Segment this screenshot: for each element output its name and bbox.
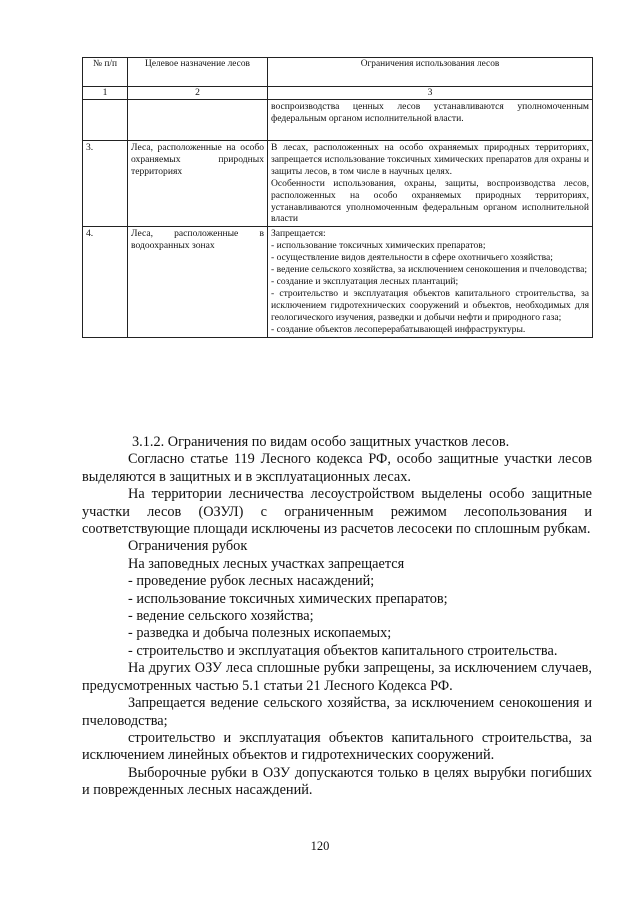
list-item: - строительство и эксплуатация объектов капитального строительства. <box>128 642 558 659</box>
list-item: - проведение рубок лесных насаждений; <box>128 573 375 590</box>
paragraph: Выборочные рубки в ОЗУ допускаются только в целях вырубки погибших и поврежденных лесных насаждений. <box>82 764 592 799</box>
list-item: - использование токсичных химических препаратов; <box>128 590 448 607</box>
paragraph: строительство и эксплуатация объектов капитального строительства, за исключением линейных объектов и гидротехнических сооружений. <box>82 729 592 764</box>
continuation-text: воспроизводства ценных лесов устанавливаются уполномоченным федеральным органом исполнительной власти. <box>271 101 589 124</box>
header-restrictions: Ограничения использования лесов <box>268 58 593 87</box>
restriction-text: - осуществление видов деятельности в сфере охотничьего хозяйства; <box>271 252 553 264</box>
col-number: 2 <box>128 87 268 100</box>
restriction-text: - создание объектов лесоперерабатывающей инфраструктуры. <box>271 323 526 335</box>
body-text <box>82 434 592 800</box>
section-title: 3.1.2. Ограничения по видам особо защитных участков лесов. <box>132 434 510 450</box>
table-row <box>83 100 593 141</box>
restriction-text: Запрещается: <box>271 228 326 240</box>
row-purpose: Леса, расположенные в водоохранных зонах <box>128 227 268 337</box>
paragraph: Согласно статье 119 Лесного кодекса РФ, особо защитные участки лесов выделяются в защитных и в эксплуатационных лесах. <box>82 451 592 485</box>
restriction-text: - ведение сельского хозяйства, за исключением сенокошения и пчеловодства; <box>271 264 588 276</box>
table-cell <box>128 100 268 141</box>
row-restrictions <box>268 141 593 227</box>
restriction-text: В лесах, расположенных на особо охраняемых природных территориях, запрещается использование токсичных химических препаратов для охраны и защиты лесов, в том числе в научных целях. <box>271 142 589 177</box>
row-restrictions <box>268 227 593 337</box>
list-item: - ведение сельского хозяйства; <box>128 608 314 625</box>
row-num: 3. <box>83 141 128 227</box>
restrictions-table <box>82 57 593 338</box>
col-number: 3 <box>268 87 593 100</box>
table-header-row <box>83 58 593 87</box>
paragraph: Ограничения рубок <box>128 538 248 555</box>
table-row <box>83 227 593 337</box>
restriction-text: - строительство и эксплуатация объектов капитального строительства, за исключением гидротехнических сооружений и объектов, необходимых для геологического изучения, разведки и добычи нефти и природного газа; <box>271 287 589 323</box>
table-column-numbers-row <box>83 87 593 100</box>
list-item: - разведка и добыча полезных ископаемых; <box>128 625 392 642</box>
paragraph: На заповедных лесных участках запрещается <box>128 555 405 572</box>
restriction-text: - использование токсичных химических препаратов; <box>271 240 486 252</box>
table-row <box>83 141 593 227</box>
row-purpose: Леса, расположенные на особо охраняемых природных территориях <box>128 141 268 227</box>
table-cell <box>268 100 593 141</box>
header-purpose: Целевое назначение лесов <box>128 58 268 87</box>
restriction-text: Особенности использования, охраны, защиты, воспроизводства лесов, расположенных на особо охраняемых природных территориях, устанавливаются уполномоченным федеральным органом исполнительной власти <box>271 177 589 225</box>
paragraph: На других ОЗУ леса сплошные рубки запрещены, за исключением случаев, предусмотренных частью 5.1 статьи 21 Лесного Кодекса РФ. <box>82 660 592 694</box>
table-cell <box>83 100 128 141</box>
paragraph: На территории лесничества лесоустройством выделены особо защитные участки лесов (ОЗУЛ) с ограниченным режимом лесопользования и соответствующие площади исключены из расчетов лесосеки по сплошным рубкам. <box>82 486 592 538</box>
col-number: 1 <box>83 87 128 100</box>
header-num: № п/п <box>83 58 128 87</box>
paragraph: Запрещается ведение сельского хозяйства, за исключением сенокошения и пчеловодства; <box>82 695 592 729</box>
page-number: 120 <box>310 839 330 853</box>
row-num: 4. <box>83 227 128 337</box>
restriction-text: - создание и эксплуатация лесных плантаций; <box>271 275 459 287</box>
